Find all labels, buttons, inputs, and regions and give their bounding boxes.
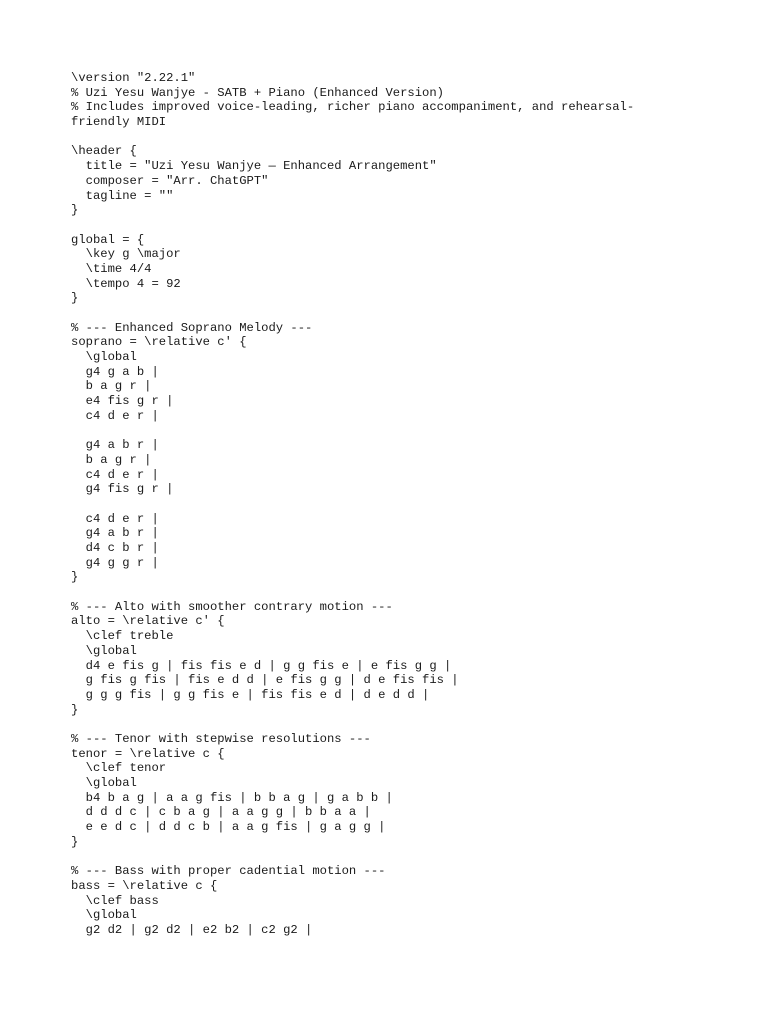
code-line: \clef bass	[71, 893, 159, 908]
code-line	[71, 218, 711, 233]
code-line: \header {	[71, 144, 137, 159]
code-line: c4 d e r |	[71, 511, 159, 526]
code-line: d4 e fis g | fis fis e d | g g fis e | e fis g g |	[71, 658, 452, 673]
code-line: g4 g g r |	[71, 555, 159, 570]
code-line: title = "Uzi Yesu Wanjye — Enhanced Arrangement"	[71, 159, 437, 174]
code-line	[71, 306, 711, 321]
code-line: g4 a b r |	[71, 438, 159, 453]
code-line: }	[71, 570, 79, 585]
code-line: g4 fis g r |	[71, 482, 174, 497]
code-line: \clef treble	[71, 629, 174, 644]
code-line: composer = "Arr. ChatGPT"	[71, 173, 269, 188]
code-line: \version "2.22.1"	[71, 71, 196, 85]
code-line	[71, 849, 711, 864]
code-line: }	[71, 834, 79, 849]
code-line: g g g fis | g g fis e | fis fis e d | d e d d |	[71, 687, 430, 702]
code-line	[71, 497, 711, 512]
code-line	[71, 585, 711, 600]
code-line: \global	[71, 776, 137, 790]
code-line: b a g r |	[71, 379, 152, 394]
code-line: \time 4/4	[71, 261, 152, 276]
code-line: % --- Enhanced Soprano Melody ---	[71, 320, 313, 335]
code-line: \global	[71, 643, 137, 658]
code-line: c4 d e r |	[71, 467, 159, 482]
code-line: alto = \relative c' {	[71, 614, 225, 629]
code-line: e e d c | d d c b | a a g fis | g a g g |	[71, 820, 386, 835]
code-line: g fis g fis | fis e d d | e fis g g | d e fis fis |	[71, 673, 459, 688]
code-line	[71, 130, 711, 145]
code-line: tagline = ""	[71, 188, 174, 203]
code-line: \key g \major	[71, 247, 181, 262]
code-line: \tempo 4 = 92	[71, 276, 181, 291]
code-line: \global	[71, 908, 137, 923]
code-line: b4 b a g | a a g fis | b b a g | g a b b |	[71, 790, 393, 805]
code-line: % Uzi Yesu Wanjye - SATB + Piano (Enhanced Version)	[71, 85, 444, 100]
code-line: \clef tenor	[71, 761, 167, 776]
code-line: \global	[71, 350, 137, 365]
code-line: b a g r |	[71, 452, 152, 467]
code-line	[71, 424, 711, 439]
code-line: % --- Alto with smoother contrary motion ---	[71, 599, 393, 614]
code-line: c4 d e r |	[71, 408, 159, 423]
code-document	[71, 71, 711, 938]
code-line: e4 fis g r |	[71, 394, 174, 409]
code-line: global = {	[71, 232, 145, 247]
code-line	[71, 717, 711, 732]
code-line: tenor = \relative c {	[71, 746, 225, 761]
code-line: bass = \relative c {	[71, 878, 218, 893]
code-line: }	[71, 702, 79, 717]
code-line: % --- Bass with proper cadential motion ---	[71, 864, 386, 879]
code-line: g4 g a b |	[71, 364, 159, 379]
code-line: g4 a b r |	[71, 526, 159, 541]
code-line: d d d c | c b a g | a a g g | b b a a |	[71, 805, 371, 820]
code-line: friendly MIDI	[71, 115, 167, 130]
code-line: g2 d2 | g2 d2 | e2 b2 | c2 g2 |	[71, 922, 313, 937]
code-line: d4 c b r |	[71, 541, 159, 555]
code-line: % --- Tenor with stepwise resolutions ---	[71, 731, 371, 746]
code-line: }	[71, 203, 79, 218]
code-line: % Includes improved voice-leading, richer piano accompaniment, and rehearsal-	[71, 100, 635, 115]
code-line: }	[71, 291, 79, 306]
code-line: soprano = \relative c' {	[71, 335, 247, 350]
